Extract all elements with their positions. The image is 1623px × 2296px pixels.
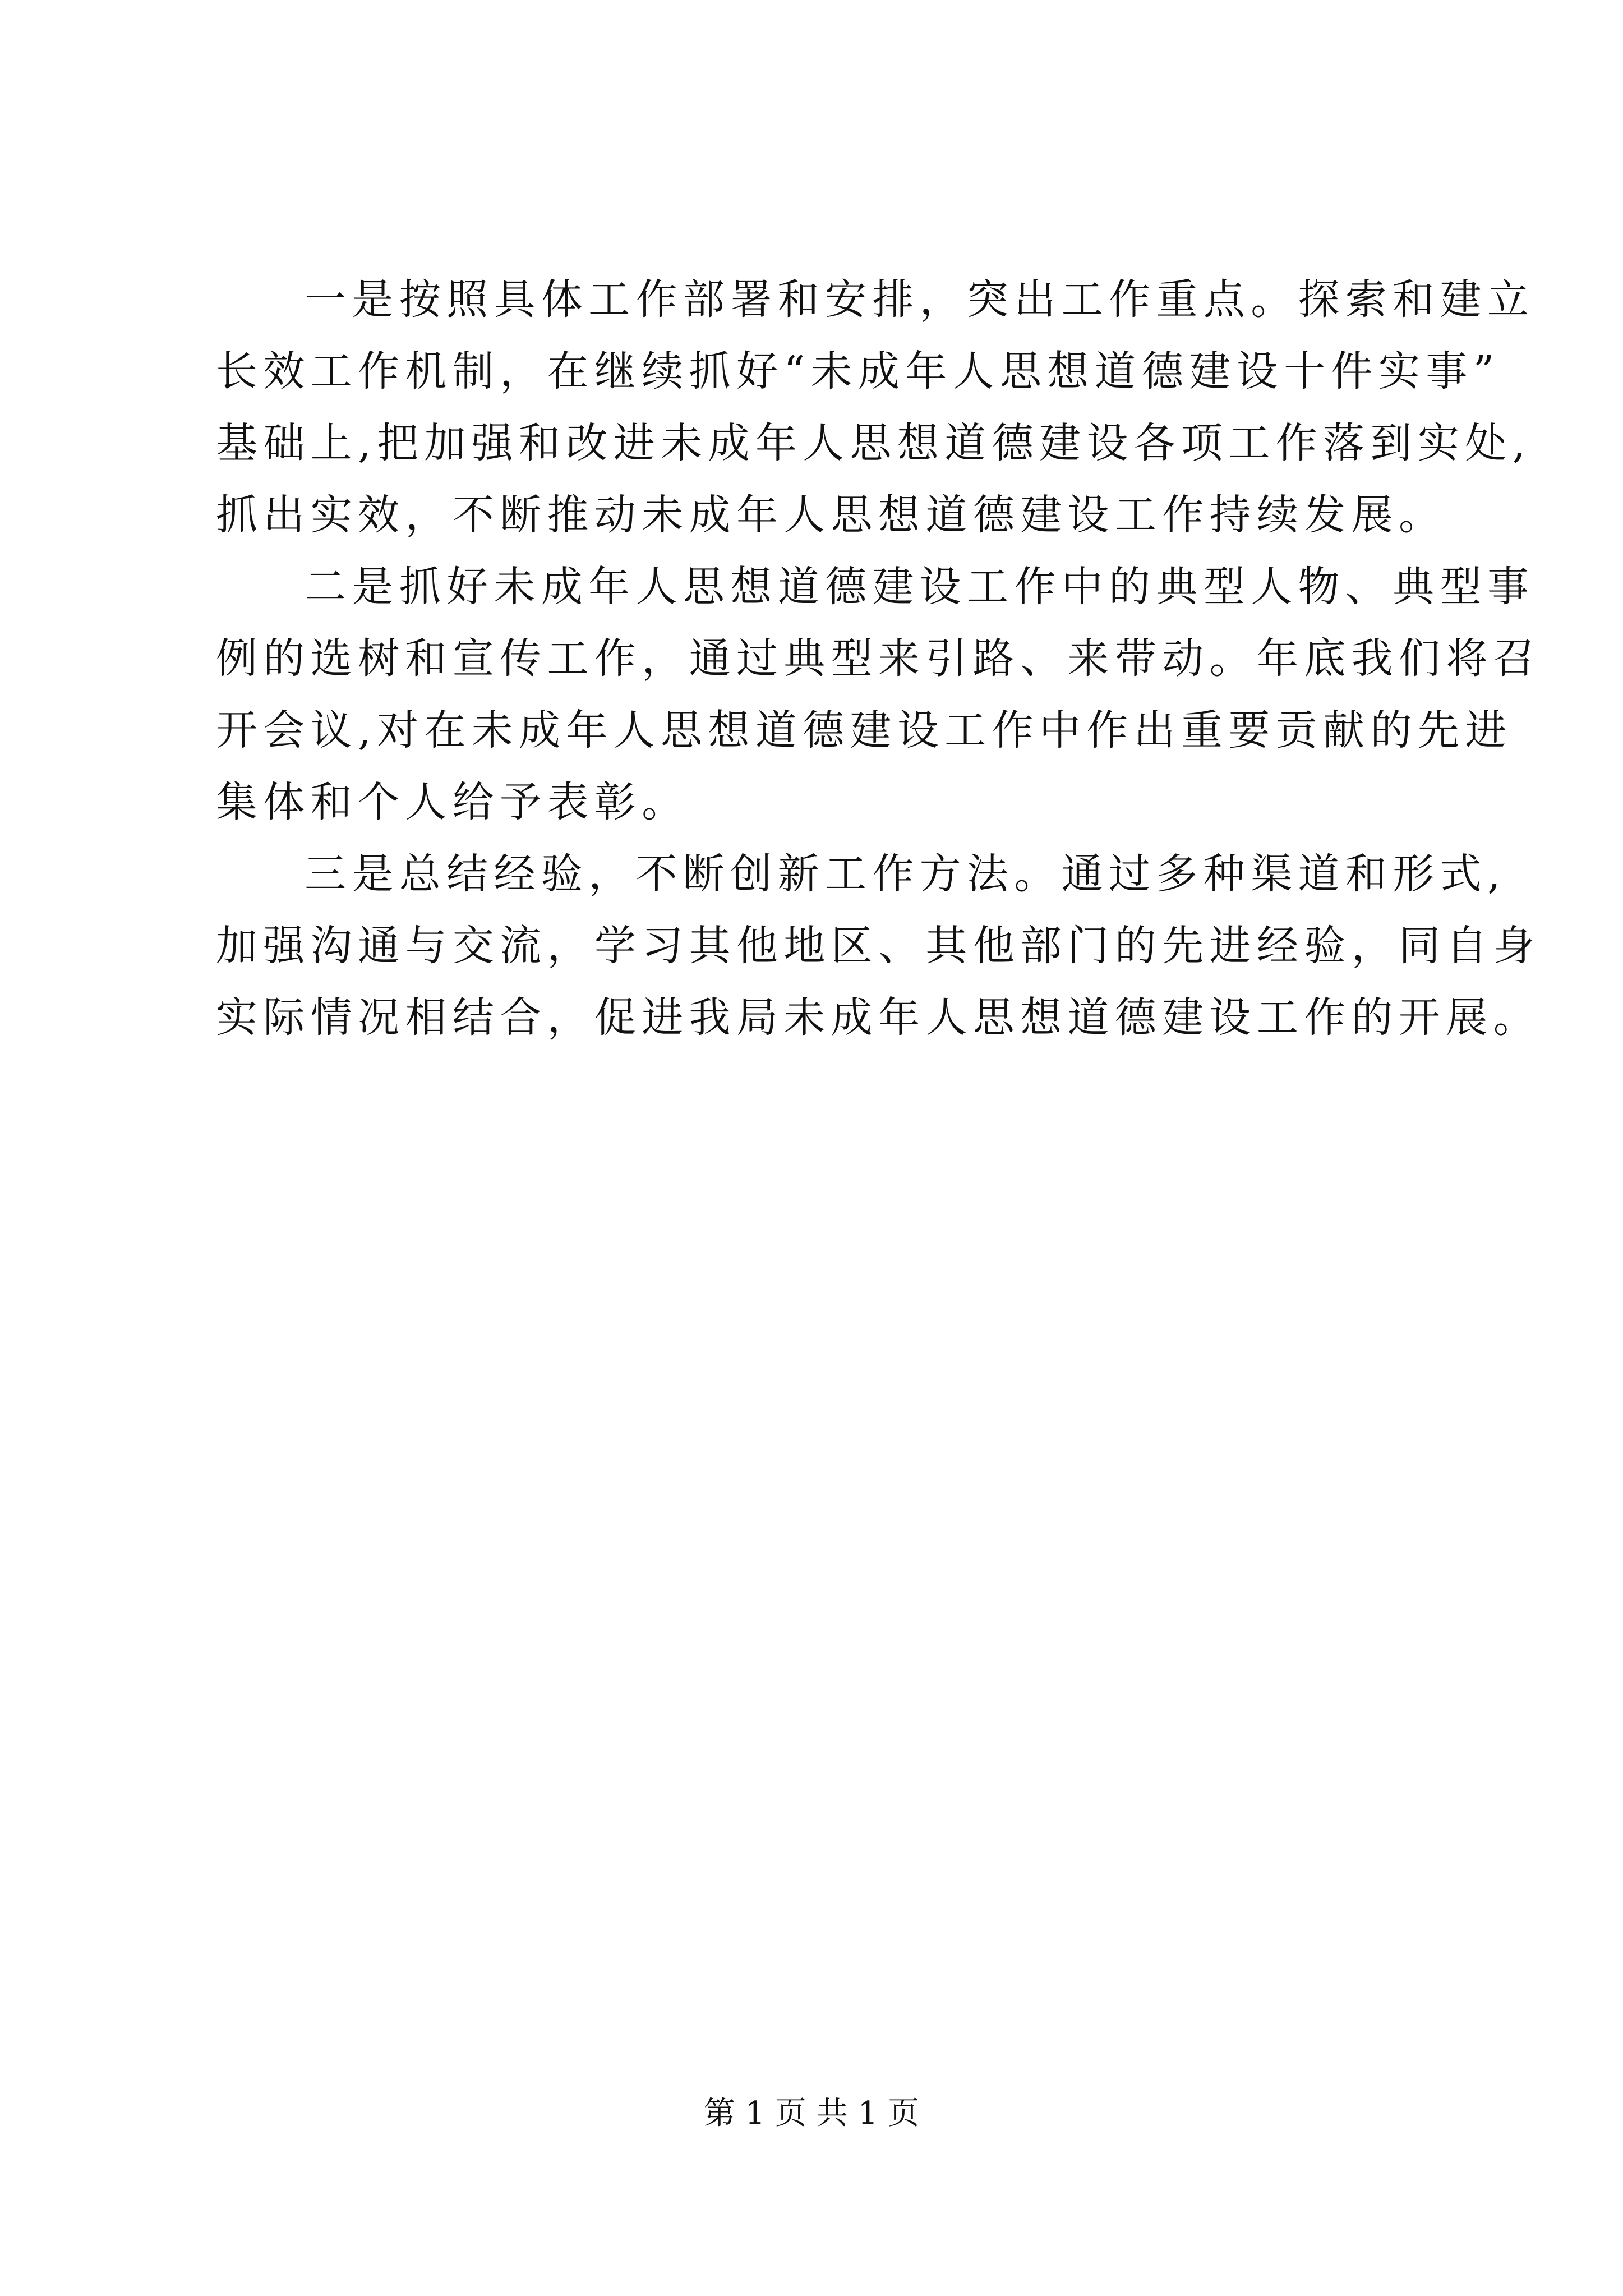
paragraph-line: 实际情况相结合，促进我局未成年人思想道德建设工作的开展。 (216, 993, 1541, 1042)
paragraph-line: 二是抓好未成年人思想道德建设工作中的典型人物、典型事 (305, 563, 1535, 611)
document-body (216, 264, 1541, 1053)
paragraph-2 (216, 551, 1541, 838)
paragraph-3 (216, 838, 1541, 1053)
paragraph-line: 基础上,把加强和改进未成年人思想道德建设各项工作落到实处, (216, 419, 1532, 467)
paragraph-line: 例的选树和宣传工作，通过典型来引路、来带动。年底我们将召 (216, 634, 1541, 683)
paragraph-1 (216, 264, 1535, 551)
page-footer: 第 1 页 共 1 页 (703, 2095, 920, 2132)
paragraph-line: 长效工作机制，在继续抓好“未成年人思想道德建设十件实事” (216, 347, 1500, 395)
paragraph-line: 集体和个人给予表彰。 (216, 778, 689, 826)
paragraph-line: 加强沟通与交流，学习其他地区、其他部门的先进经验，同自身 (216, 922, 1541, 970)
paragraph-line: 开会议,对在未成年人思想道德建设工作中作出重要贡献的先进 (216, 706, 1513, 754)
paragraph-line: 一是按照具体工作部署和安排，突出工作重点。探索和建立 (305, 275, 1535, 324)
paragraph-line: 抓出实效，不断推动未成年人思想道德建设工作持续发展。 (216, 491, 1446, 539)
paragraph-line: 三是总结经验，不断创新工作方法。通过多种渠道和形式, (305, 850, 1506, 898)
